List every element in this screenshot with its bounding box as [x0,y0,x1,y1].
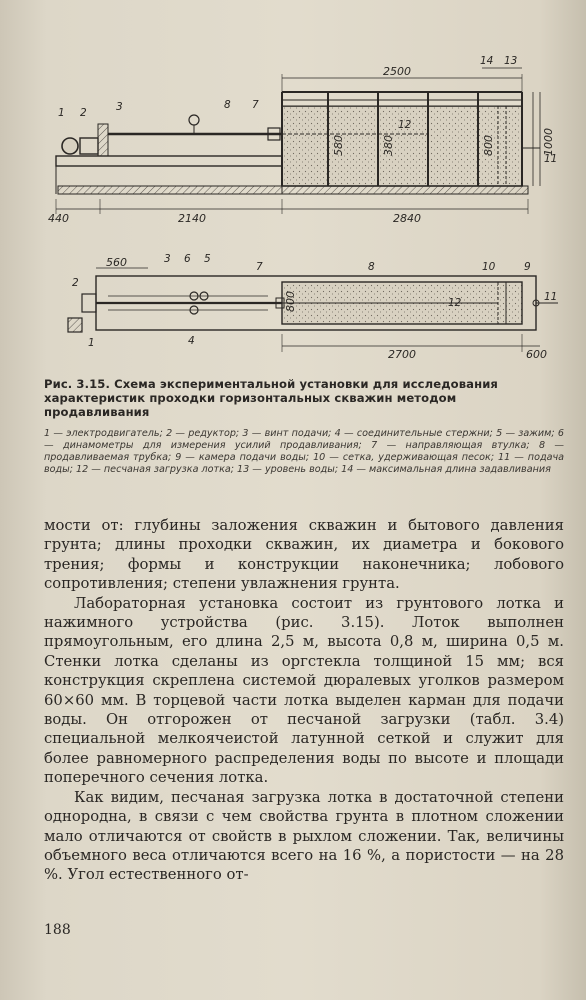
paragraph-3: Как видим, песчаная загрузка лотка в достаточной степени однородна, в связи с чем свойства грунта в плотном сложении мало отличаются от свойств в рыхлом сложении. Так, величины объемного веса отличаются всего на 16 %, а пористости — на 28 %. Угол естественного от- [44,788,564,884]
callout-9-plan: 9 [524,261,531,273]
callout-7-top: 7 [252,99,259,111]
dim-height: 1000 [542,128,555,156]
page-number: 188 [44,922,71,938]
callout-7-plan: 7 [256,261,263,273]
caption-text: Схема экспериментальной установки для исследования характеристик проходки горизонтальных скважин методом продавливания [44,377,498,419]
figure-legend: 1 — электродвигатель; 2 — редуктор; 3 — винт подачи; 4 — соединительные стержни; 5 — зажим; 6 — динамометры для измерения усилий продавливания; 7 — направляющая втулка; 8 — продавливаемая трубка; 9 — камера подачи воды; 10 — сетка, удерживающая песок; 11 — подача воды; 12 — песчаная загрузка лотка; 13 — уровень воды; 14 — максимальная длина задавливания [44,428,564,475]
dim-middle-span: 2140 [178,212,206,225]
dim-plan-inner: 800 [284,291,297,312]
figure-caption [44,377,564,419]
callout-2-plan: 2 [72,277,79,289]
elevation-view [56,68,540,214]
callout-11-plan: 11 [544,291,558,303]
dim-right-span: 2840 [393,212,421,225]
dim-overall-length: 2500 [383,65,411,78]
callout-5-plan: 5 [204,253,211,265]
dim-plan-left: 560 [106,256,127,269]
callout-3-plan: 3 [164,253,171,265]
callout-11-top: 11 [544,153,558,165]
callout-8-plan: 8 [368,261,375,273]
callout-1-top: 1 [58,107,65,119]
callout-3-top: 3 [116,101,123,113]
figure-3-15 [28,44,568,374]
callout-10-plan: 10 [482,261,496,273]
dim-plan-end: 600 [526,348,547,361]
callout-2-top: 2 [80,107,87,119]
motor-elevation [62,138,78,154]
callout-12-top: 12 [398,119,412,131]
paragraph-1: мости от: глубины заложения скважин и бытового давления грунта; длины проходки скважин, их диаметра и бокового трения; формы и конструкции наконечника; лобового сопротивления; степени увлажнения грунта. [44,517,564,593]
dim-h3: 800 [482,135,495,156]
caption-label: Рис. 3.15. [44,377,110,391]
body-text [44,516,564,885]
motor-plan [68,318,82,332]
callout-6-plan: 6 [184,253,191,265]
callout-4-plan: 4 [188,335,195,347]
callout-13-top: 13 [504,55,518,67]
plan-view [68,268,558,352]
dim-plan-length: 2700 [388,348,416,361]
callout-1-plan: 1 [88,337,95,349]
paragraph-2: Лабораторная установка состоит из грунтового лотка и нажимного устройства (рис. 3.15). Лоток выполнен прямоугольным, его длина 2,5 м, высота 0,8 м, ширина 0,5 м. Стенки лотка сделаны из оргстекла толщиной 15 мм; вся конструкция скреплена системой дюралевых уголков размером 60×60 мм. В торцевой части лотка выделен карман для подачи воды. Он отгорожен от песчаной загрузки (табл. 3.4) специальной мелкоячеистой латунной сеткой и служит для более равномерного распределения воды по высоте и площади поперечного сечения лотка. [44,594,564,787]
dim-h1: 580 [332,135,345,156]
dim-left-offset: 440 [48,212,69,225]
callout-14-top: 14 [480,55,494,67]
dim-h2: 380 [382,135,395,156]
apparatus-diagram [28,44,568,374]
callout-12-plan: 12 [448,297,462,309]
callout-8-top: 8 [224,99,231,111]
